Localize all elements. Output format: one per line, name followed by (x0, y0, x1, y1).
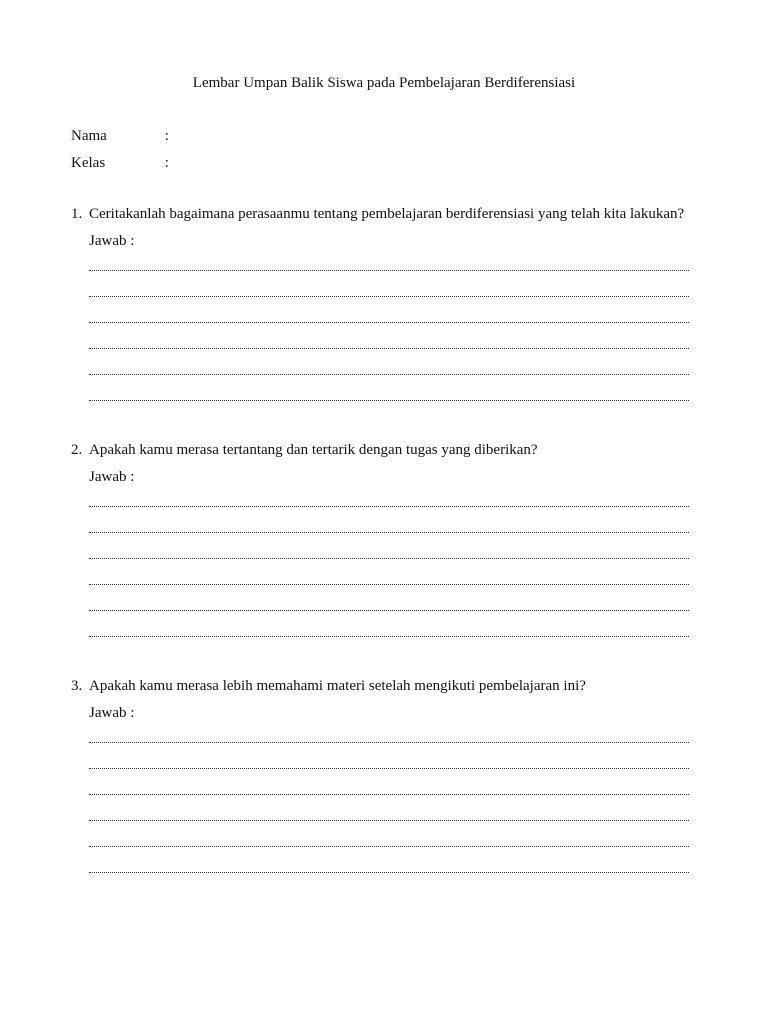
answer-line[interactable] (89, 251, 689, 277)
question-2-text (71, 440, 701, 460)
answer-line[interactable] (89, 381, 689, 407)
question-1-number: 1. (71, 206, 83, 222)
question-3-number: 3. (71, 678, 83, 694)
answer-line[interactable] (89, 487, 689, 513)
question-3-prompt: Apakah kamu merasa lebih memahami materi setelah mengikuti pembelajaran ini? (89, 678, 586, 694)
name-colon: : (164, 128, 169, 144)
question-2-answer-label: Jawab : (89, 469, 135, 485)
class-colon: : (164, 155, 169, 171)
question-1 (71, 204, 701, 407)
answer-line[interactable] (89, 539, 689, 565)
answer-line[interactable] (89, 853, 689, 879)
answer-line[interactable] (89, 749, 689, 775)
answer-line[interactable] (89, 775, 689, 801)
answer-line[interactable] (89, 723, 689, 749)
answer-line[interactable] (89, 303, 689, 329)
question-2-number: 2. (71, 442, 83, 458)
question-3-text (71, 676, 701, 696)
question-1-text (71, 204, 701, 224)
answer-line[interactable] (89, 329, 689, 355)
answer-line[interactable] (89, 827, 689, 853)
question-3 (71, 676, 701, 879)
name-field (71, 126, 169, 146)
answer-line[interactable] (89, 591, 689, 617)
answer-line[interactable] (89, 617, 689, 643)
answer-line[interactable] (89, 277, 689, 303)
question-3-answer-label: Jawab : (89, 705, 135, 721)
question-1-answer-label: Jawab : (89, 233, 135, 249)
answer-line[interactable] (89, 355, 689, 381)
question-2-prompt: Apakah kamu merasa tertantang dan tertarik dengan tugas yang diberikan? (89, 442, 538, 458)
answer-line[interactable] (89, 513, 689, 539)
name-label: Nama (71, 128, 107, 144)
page-title: Lembar Umpan Balik Siswa pada Pembelajaran Berdiferensiasi (192, 75, 576, 91)
answer-line[interactable] (89, 565, 689, 591)
class-label: Kelas (71, 155, 106, 171)
class-field (71, 153, 169, 173)
question-1-prompt: Ceritakanlah bagaimana perasaanmu tentang pembelajaran berdiferensiasi yang telah kita lakukan? (89, 206, 685, 222)
question-2 (71, 440, 701, 643)
answer-line[interactable] (89, 801, 689, 827)
